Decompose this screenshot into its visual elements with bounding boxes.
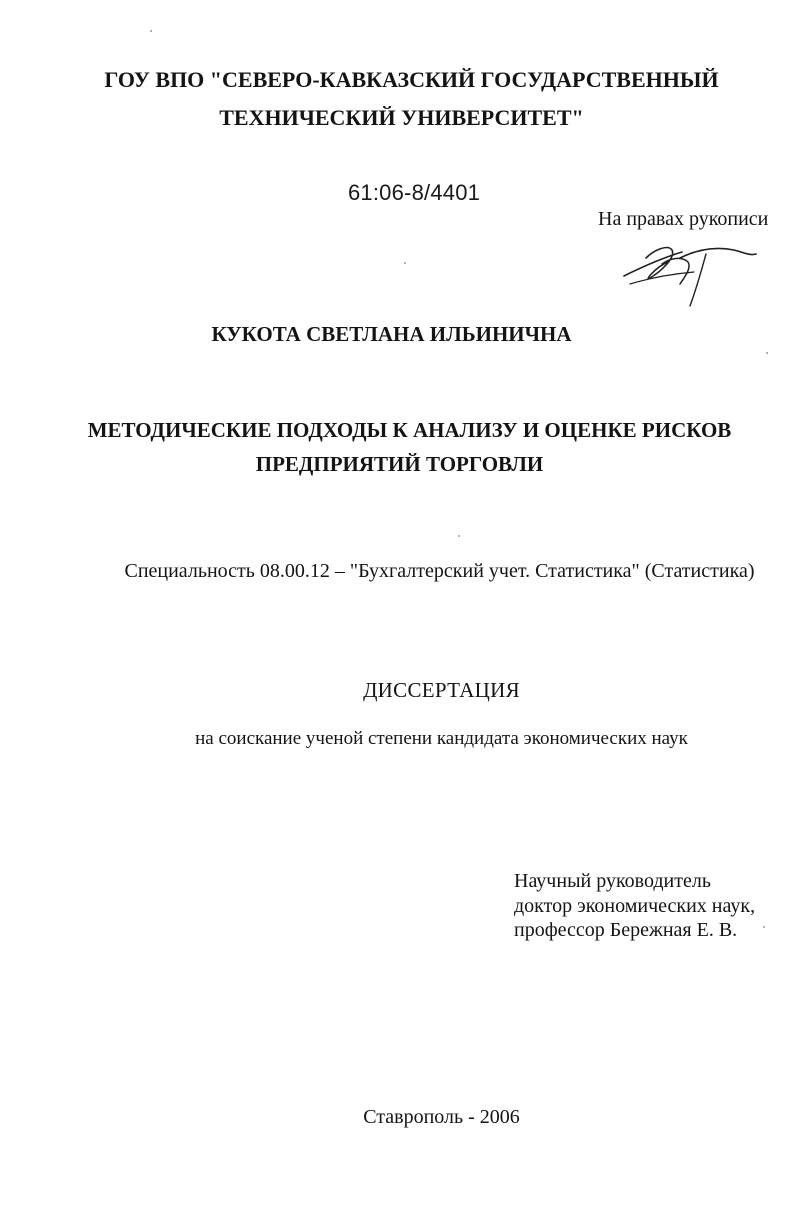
manuscript-rights-note: На правах рукописи (598, 208, 769, 230)
scan-speck (150, 30, 152, 32)
scan-speck (458, 535, 460, 537)
handwritten-signature-icon (610, 228, 770, 318)
scan-speck (763, 926, 765, 928)
degree-line: на соискание ученой степени кандидата экономических наук (195, 728, 688, 749)
dissertation-title-line-2: ПРЕДПРИЯТИЙ ТОРГОВЛИ (255, 452, 544, 476)
supervisor-degree: доктор экономических наук, (514, 895, 756, 917)
city-year: Ставрополь - 2006 (363, 1106, 520, 1128)
scan-speck (404, 262, 406, 264)
university-name-line-1: ГОУ ВПО "СЕВЕРО-КАВКАЗСКИЙ ГОСУДАРСТВЕННЫЙ (104, 67, 719, 92)
dissertation-title-line-1: МЕТОДИЧЕСКИЕ ПОДХОДЫ К АНАЛИЗУ И ОЦЕНКЕ РИСКОВ (87, 418, 732, 442)
supervisor-role: Научный руководитель (514, 870, 711, 892)
university-name-line-2: ТЕХНИЧЕСКИЙ УНИВЕРСИТЕТ" (219, 105, 584, 130)
catalog-number: 61:06-8/4401 (348, 180, 481, 205)
specialty-line: Специальность 08.00.12 – "Бухгалтерский учет. Статистика" (Статистика) (124, 560, 755, 582)
supervisor-name: профессор Бережная Е. В. (514, 919, 738, 941)
document-type: ДИССЕРТАЦИЯ (363, 678, 520, 702)
author-name: КУКОТА СВЕТЛАНА ИЛЬИНИЧНА (211, 322, 572, 346)
scan-speck (766, 352, 768, 354)
